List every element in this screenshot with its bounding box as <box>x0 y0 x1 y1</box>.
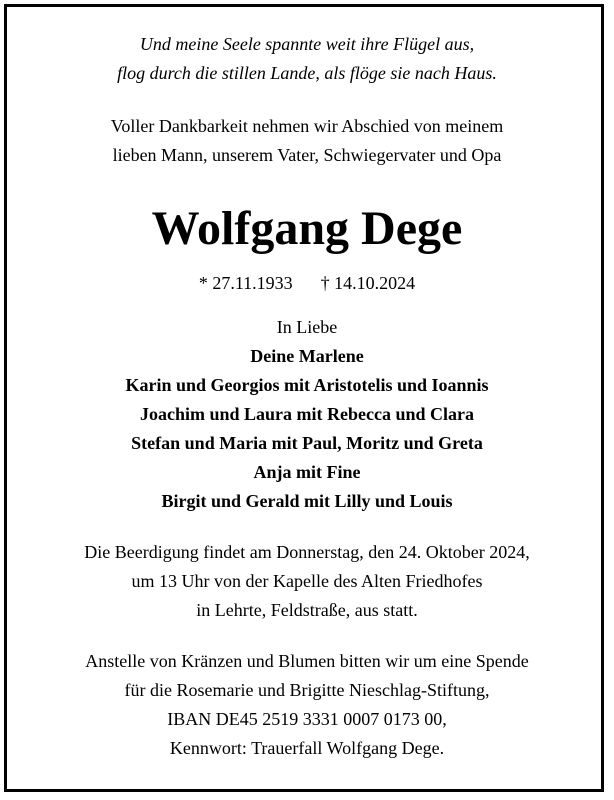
death-date: † 14.10.2024 <box>320 273 416 293</box>
intro-line-1: Voller Dankbarkeit nehmen wir Abschied von meinem <box>110 116 504 136</box>
poem-line-1: Und meine Seele spannte weit ihre Flügel aus, <box>139 34 475 54</box>
donation-iban: IBAN DE45 2519 3331 0007 0173 00, <box>167 709 447 729</box>
mourner-line: Karin und Georgios mit Aristotelis und Ioannis <box>125 375 489 395</box>
mourner-line: Joachim und Laura mit Rebecca und Clara <box>139 404 474 424</box>
mourner-line: Stefan und Maria mit Paul, Moritz und Greta <box>131 433 483 453</box>
funeral-line-2: um 13 Uhr von der Kapelle des Alten Friedhofes <box>131 571 483 591</box>
mourner-line: Anja mit Fine <box>253 462 361 482</box>
mourner-line: Birgit und Gerald mit Lilly und Louis <box>161 491 453 511</box>
funeral-line-3: in Lehrte, Feldstraße, aus statt. <box>196 600 418 620</box>
donation-line-1: Anstelle von Kränzen und Blumen bitten wir um eine Spende <box>85 651 529 671</box>
mourners-salutation: In Liebe <box>276 317 338 337</box>
deceased-name: Wolfgang Dege <box>151 202 463 255</box>
intro-line-2: lieben Mann, unserem Vater, Schwiegervater und Opa <box>112 145 502 165</box>
donation-keyword: Kennwort: Trauerfall Wolfgang Dege. <box>169 738 445 758</box>
birth-date: * 27.11.1933 <box>198 273 293 293</box>
life-dates <box>0 272 614 294</box>
poem-line-2: flog durch die stillen Lande, als flöge sie nach Haus. <box>117 63 497 83</box>
mourner-line: Deine Marlene <box>250 346 364 366</box>
funeral-line-1: Die Beerdigung findet am Donnerstag, den 24. Oktober 2024, <box>84 542 530 562</box>
donation-line-2: für die Rosemarie und Brigitte Nieschlag-Stiftung, <box>124 680 490 700</box>
